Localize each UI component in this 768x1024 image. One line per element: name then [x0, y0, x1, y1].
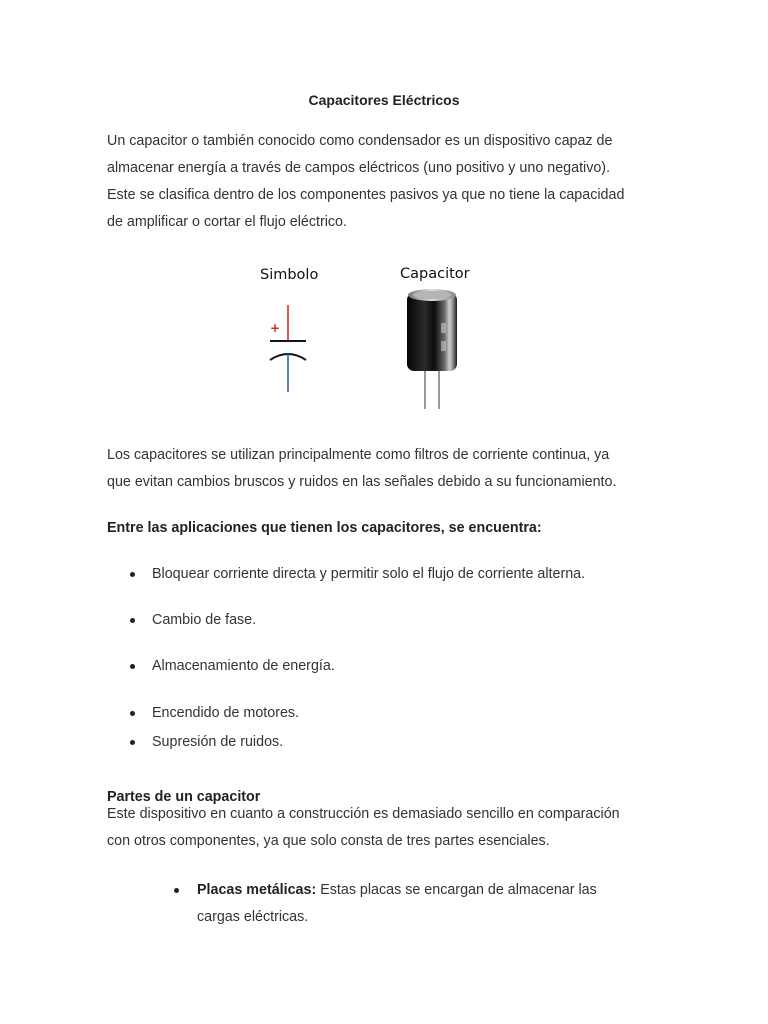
intro-line: de amplificar o cortar el flujo eléctrico. [107, 214, 347, 230]
capacitor-symbol-icon [260, 300, 320, 395]
bullet-dot [130, 740, 135, 745]
usage-paragraph [107, 442, 660, 496]
usage-line: Los capacitores se utilizan principalmente como filtros de corriente continua, ya [107, 447, 610, 463]
parts-line: Este dispositivo en cuanto a construcción es demasiado sencillo en comparación [107, 806, 620, 822]
parts-line: con otros componentes, ya que solo consta de tres partes esenciales. [107, 833, 550, 849]
applications-heading: Entre las aplicaciones que tienen los capacitores, se encuentra: [107, 520, 542, 536]
parts-heading: Partes de un capacitor [107, 789, 261, 805]
parts-item-line [197, 877, 597, 904]
parts-item-term: Placas metálicas: [197, 882, 317, 898]
intro-line: Un capacitor o también conocido como condensador es un dispositivo capaz de [107, 133, 613, 149]
parts-item-desc-continued: cargas eléctricas. [197, 909, 309, 925]
list-item-text: Supresión de ruidos. [152, 734, 284, 750]
plus-sign: + [270, 321, 281, 335]
list-item [130, 700, 670, 727]
list-item [130, 729, 670, 756]
intro-paragraph [107, 128, 660, 236]
electrolytic-capacitor-icon [397, 285, 467, 415]
symbol-label: Simbolo [260, 267, 319, 283]
parts-item-desc: Estas placas se encargan de almacenar las [316, 882, 597, 898]
bullet-dot [130, 572, 135, 577]
bullet-dot [130, 618, 135, 623]
parts-paragraph [107, 801, 660, 855]
capacitor-figure [225, 255, 505, 420]
intro-line: Este se clasifica dentro de los componentes pasivos ya que no tiene la capacidad [107, 187, 625, 203]
bullet-dot [130, 711, 135, 716]
list-item-text: Bloquear corriente directa y permitir solo el flujo de corriente alterna. [152, 566, 586, 582]
list-item-text: Encendido de motores. [152, 705, 300, 721]
intro-line: almacenar energía a través de campos eléctricos (uno positivo y uno negativo). [107, 160, 611, 176]
list-item-text: Almacenamiento de energía. [152, 658, 335, 674]
list-item [130, 561, 670, 588]
list-item [130, 653, 670, 680]
bullet-dot [174, 888, 179, 893]
document-title: Capacitores Eléctricos [308, 92, 460, 108]
list-item [130, 607, 670, 634]
bullet-dot [130, 664, 135, 669]
capacitor-label: Capacitor [400, 266, 470, 282]
list-item-text: Cambio de fase. [152, 612, 257, 628]
parts-list-item [174, 877, 644, 933]
usage-line: que evitan cambios bruscos y ruidos en las señales debido a su funcionamiento. [107, 474, 617, 490]
